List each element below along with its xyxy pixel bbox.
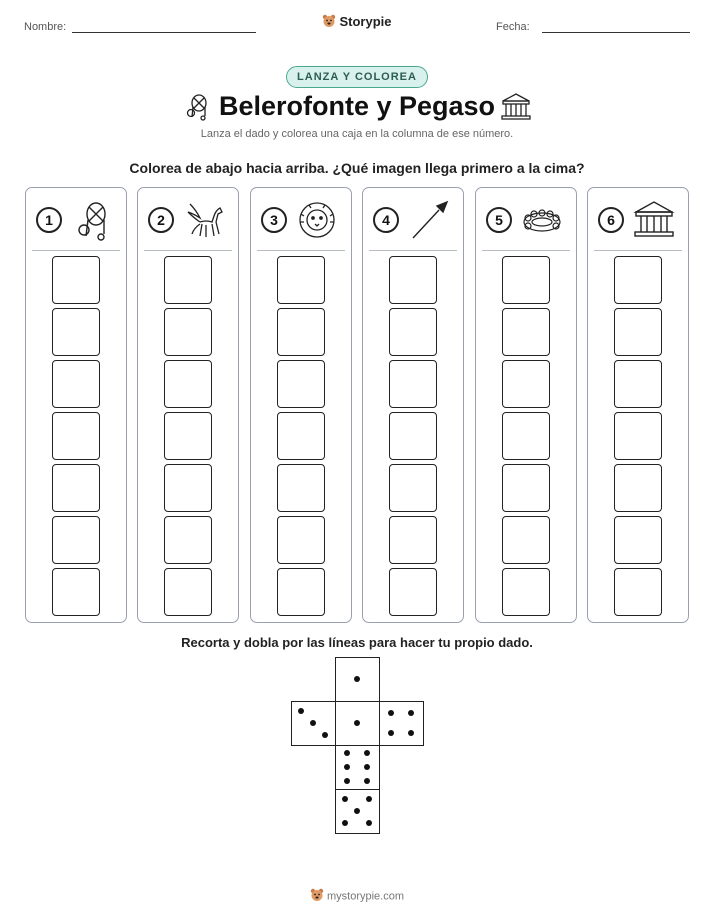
column-divider [369,250,457,251]
column-2 [137,187,239,623]
dice-pip [408,730,414,736]
color-box[interactable] [389,308,437,356]
dice-face [335,789,380,834]
dice-instruction: Recorta y dobla por las líneas para hacer tu propio dado. [181,635,533,650]
dice-pip [344,764,350,770]
column-5 [475,187,577,623]
color-box[interactable] [52,256,100,304]
dice-pip [364,764,370,770]
dice-face [335,745,380,790]
bear-logo-icon [322,14,336,31]
column-divider [32,250,120,251]
color-box[interactable] [614,360,662,408]
bridle-icon [70,198,114,242]
dice-face [291,701,336,746]
dice-pip [344,750,350,756]
color-box[interactable] [277,412,325,460]
column-divider [482,250,570,251]
dice-pip [342,796,348,802]
dice-face [335,701,380,746]
color-box[interactable] [389,360,437,408]
dice-face [335,657,380,702]
color-box[interactable] [277,308,325,356]
column-divider [144,250,232,251]
dice-pip [354,676,360,682]
dice-pip [344,778,350,784]
column-number: 4 [373,207,399,233]
column-number: 3 [261,207,287,233]
color-box[interactable] [52,464,100,512]
column-header [363,188,463,250]
instruction: Colorea de abajo hacia arriba. ¿Qué imagen llega primero a la cima? [129,160,585,176]
activity-badge: LANZA Y COLOREA [0,66,714,88]
subtitle: Lanza el dado y colorea una caja en la columna de ese número. [200,128,514,140]
date-label: Fecha: [496,21,530,33]
column-header [476,188,576,250]
dice-pip [408,710,414,716]
color-box[interactable] [164,568,212,616]
color-box[interactable] [502,256,550,304]
pegasus-icon [182,198,226,242]
dice-pip [298,708,304,714]
page-title: Belerofonte y Pegaso [218,91,496,121]
dice-pip [354,808,360,814]
column-header [138,188,238,250]
color-box[interactable] [52,412,100,460]
color-box[interactable] [52,360,100,408]
color-box[interactable] [277,568,325,616]
color-box[interactable] [277,516,325,564]
column-divider [594,250,682,251]
color-box[interactable] [614,412,662,460]
footer [0,888,714,905]
name-label: Nombre: [24,21,67,33]
color-box[interactable] [614,308,662,356]
column-header [26,188,126,250]
column-header [588,188,688,250]
color-box[interactable] [502,464,550,512]
color-box[interactable] [52,568,100,616]
color-box[interactable] [277,464,325,512]
column-6 [587,187,689,623]
color-box[interactable] [389,568,437,616]
color-box[interactable] [502,412,550,460]
dice-pip [366,796,372,802]
color-box[interactable] [614,464,662,512]
color-box[interactable] [614,568,662,616]
color-box[interactable] [164,464,212,512]
color-box[interactable] [614,256,662,304]
temple-icon [500,92,532,122]
column-divider [257,250,345,251]
spear-icon [407,198,451,242]
color-box[interactable] [52,308,100,356]
temple-icon [632,198,676,242]
color-box[interactable] [389,516,437,564]
dice-pip [388,730,394,736]
dice-pip [388,710,394,716]
color-box[interactable] [389,412,437,460]
color-box[interactable] [164,412,212,460]
color-box[interactable] [502,516,550,564]
brand-logo [0,14,714,31]
color-box[interactable] [502,308,550,356]
dice-pip [322,732,328,738]
column-3 [250,187,352,623]
dice-pip [310,720,316,726]
color-box[interactable] [164,256,212,304]
color-box[interactable] [164,516,212,564]
bear-logo-icon [310,888,324,905]
color-box[interactable] [502,360,550,408]
color-box[interactable] [614,516,662,564]
column-4 [362,187,464,623]
date-line[interactable] [542,32,690,33]
dice-pip [354,720,360,726]
dice-face [379,701,424,746]
column-header [251,188,351,250]
spring-icon [520,198,564,242]
column-number: 2 [148,207,174,233]
color-box[interactable] [164,360,212,408]
color-box[interactable] [389,256,437,304]
color-box[interactable] [389,464,437,512]
dice-pip [364,778,370,784]
color-box[interactable] [502,568,550,616]
name-line[interactable] [72,32,256,33]
color-box[interactable] [277,256,325,304]
dice-pip [364,750,370,756]
lion-icon [295,198,339,242]
brand-name: Storypie [339,14,392,29]
dice-pip [342,820,348,826]
color-box[interactable] [277,360,325,408]
dice-pip [366,820,372,826]
column-1 [25,187,127,623]
column-number: 1 [36,207,62,233]
footer-url: mystorypie.com [326,890,405,903]
color-box[interactable] [52,516,100,564]
color-box[interactable] [164,308,212,356]
column-number: 6 [598,207,624,233]
column-number: 5 [486,207,512,233]
